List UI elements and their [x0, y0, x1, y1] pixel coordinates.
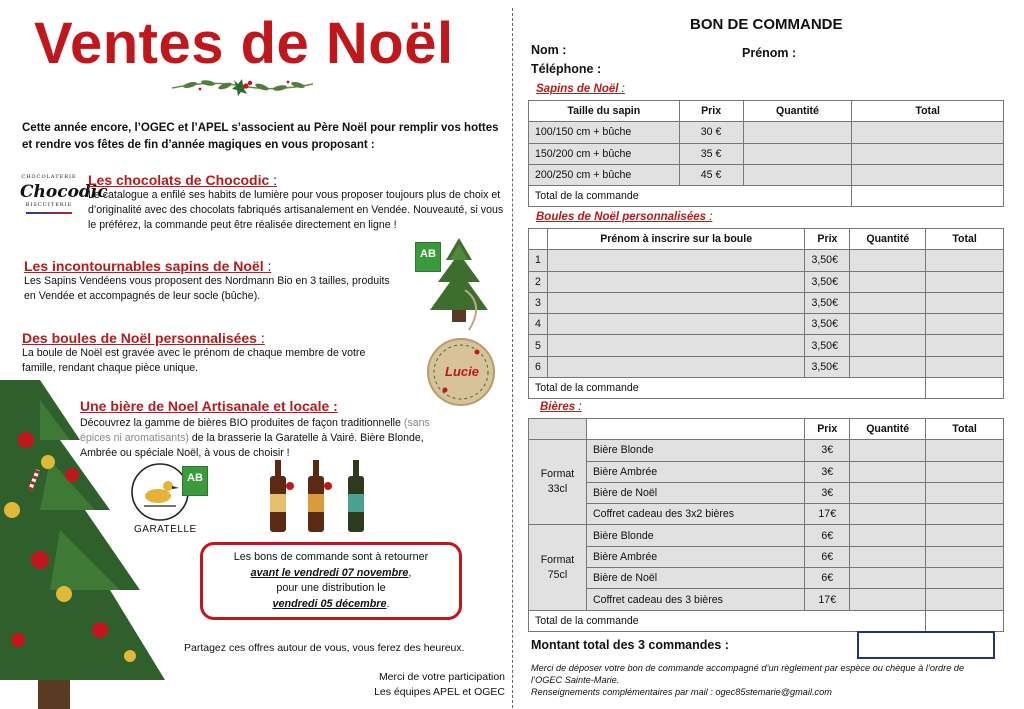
- format-33cl: [529, 440, 587, 525]
- biere-text-b: (sans épices ni aromatisants): [80, 417, 430, 444]
- table-row: [529, 504, 1004, 525]
- return-date1: avant le vendredi 07 novembre: [250, 566, 409, 579]
- row-label: Bière Ambrée: [586, 461, 804, 482]
- order-boules-title: Boules de Noël personnalisées: [536, 211, 707, 223]
- name-cell[interactable]: [547, 250, 805, 271]
- order-bieres-heading: Bières :: [540, 401, 582, 413]
- total-cell[interactable]: [852, 143, 1004, 164]
- table-row: [529, 143, 1004, 164]
- return-notice: Les bons de commande sont à retourner avant le vendredi 07 novembre, pour une distribution le vendredi 05 décembre.: [200, 542, 462, 620]
- quantity-cell[interactable]: [743, 122, 852, 143]
- format-33-line1: Format: [540, 468, 575, 481]
- quantity-cell[interactable]: [850, 589, 926, 610]
- quantity-cell[interactable]: [743, 143, 852, 164]
- total-cell[interactable]: [926, 482, 1004, 503]
- name-cell[interactable]: [547, 356, 805, 377]
- table-row: [529, 525, 1004, 546]
- badge-label: AB: [420, 248, 436, 260]
- col-header-empty: [529, 419, 587, 440]
- format-75-line2: 75cl: [547, 568, 568, 581]
- ornament-name: Lucie: [445, 364, 479, 379]
- total-cell[interactable]: [926, 250, 1004, 271]
- quantity-cell[interactable]: [850, 546, 926, 567]
- col-header: Prénom à inscrire sur la boule: [547, 229, 805, 250]
- footnote: [531, 662, 991, 698]
- footnote-line2: Renseignements complémentaires par mail : ogec85stemarie@gmail.com: [531, 687, 832, 697]
- holly-garland-icon: [170, 74, 315, 96]
- garatelle-brand: GARATELLE: [134, 524, 197, 535]
- format-33-line2: 33cl: [547, 483, 568, 496]
- table-total-row: [529, 186, 1004, 207]
- quantity-cell[interactable]: [850, 461, 926, 482]
- return-line2: pour une distribution le: [276, 582, 386, 594]
- total-cell[interactable]: [852, 164, 1004, 185]
- row-label: Bière Ambrée: [586, 546, 804, 567]
- table-row: [529, 589, 1004, 610]
- boules-title: Des boules de Noël personnalisées: [22, 330, 257, 346]
- total-cell[interactable]: [852, 122, 1004, 143]
- row-price: 3€: [805, 482, 850, 503]
- total-cell[interactable]: [926, 314, 1004, 335]
- row-price: 30 €: [679, 122, 743, 143]
- row-label: Bière de Noël: [586, 568, 804, 589]
- total-cell[interactable]: [926, 271, 1004, 292]
- sapins-heading: Les incontournables sapins de Noël :: [24, 258, 272, 274]
- thanks-block: [360, 670, 505, 700]
- sapins-order-table: [528, 100, 1004, 207]
- name-cell[interactable]: [547, 314, 805, 335]
- page-title: Ventes de Noël: [34, 11, 454, 76]
- row-price: 45 €: [679, 164, 743, 185]
- row-number: 4: [529, 314, 548, 335]
- beer-bottles-icon: [262, 456, 372, 534]
- row-price: 6€: [805, 568, 850, 589]
- row-price: 3,50€: [805, 335, 850, 356]
- biere-title: Une bière de Noel Artisanale et locale :: [80, 398, 338, 414]
- row-price: 3,50€: [805, 356, 850, 377]
- chocolats-title: Les chocolats de Chocodic: [88, 172, 270, 188]
- sapins-text: Les Sapins Vendéens vous proposent des Nordmann Bio en 3 tailles, produits en Vendée et accompagnés de leur socle (bûche).: [24, 275, 390, 302]
- total-cell[interactable]: [926, 589, 1004, 610]
- grand-total-cell[interactable]: [926, 378, 1004, 399]
- row-label: 200/250 cm + bûche: [529, 164, 680, 185]
- row-price: 17€: [805, 504, 850, 525]
- table-row: [529, 440, 1004, 461]
- row-label: Bière Blonde: [586, 440, 804, 461]
- grand-total-label: Montant total des 3 commandes :: [531, 638, 729, 652]
- total-cell[interactable]: [926, 335, 1004, 356]
- biere-text-a: Découvrez la gamme de bières BIO produites de façon traditionnelle: [80, 417, 401, 429]
- chocolats-text: Le catalogue a enfilé ses habits de lumière pour vous proposer toujours plus de choix et d’originalité avec des chocolats fabriqués artisanalement en Vendée. Nouveauté, si vous le préférez, la commande peut être réalisée directement en ligne !: [88, 189, 504, 231]
- col-header: Prix: [805, 229, 850, 250]
- grand-total-cell[interactable]: [852, 186, 1004, 207]
- grand-total-cell[interactable]: [926, 610, 1004, 631]
- row-label: Coffret cadeau des 3 bières: [586, 589, 804, 610]
- row-label: Bière Blonde: [586, 525, 804, 546]
- row-number: 1: [529, 250, 548, 271]
- col-header: Quantité: [743, 101, 852, 122]
- grand-total-input[interactable]: [857, 631, 995, 659]
- table-row: [529, 164, 1004, 185]
- row-number: 2: [529, 271, 548, 292]
- total-cell[interactable]: [926, 568, 1004, 589]
- page-divider: [512, 8, 513, 708]
- telephone-label: Téléphone :: [531, 62, 602, 76]
- table-row: [529, 482, 1004, 503]
- sapins-title: Les incontournables sapins de Noël: [24, 258, 264, 274]
- chocodic-logo-bottom: BISCUITERIE: [25, 202, 73, 208]
- row-price: 3,50€: [805, 292, 850, 313]
- row-number: 6: [529, 356, 548, 377]
- chocodic-logo-line: [26, 212, 72, 214]
- table-row: [529, 546, 1004, 567]
- name-cell[interactable]: [547, 271, 805, 292]
- col-header: Quantité: [850, 229, 926, 250]
- thanks-line2: Les équipes APEL et OGEC: [374, 686, 505, 698]
- thanks-line1: Merci de votre participation: [378, 671, 505, 683]
- col-header: Quantité: [850, 419, 926, 440]
- quantity-cell[interactable]: [850, 250, 926, 271]
- return-line1: Les bons de commande sont à retourner: [233, 551, 429, 563]
- format-75-line1: Format: [540, 553, 575, 566]
- intro-text: Cette année encore, l’OGEC et l’APEL s’associent au Père Noël pour remplir vos hottes et rendre vos fêtes de fin d’année magiques en vous proposant :: [22, 122, 499, 151]
- table-total-row: [529, 610, 1004, 631]
- return-date2: vendredi 05 décembre: [272, 597, 387, 610]
- row-price: 6€: [805, 525, 850, 546]
- organic-ab-badge-beer: [182, 466, 208, 496]
- row-number: 3: [529, 292, 548, 313]
- order-sapins-heading: Sapins de Noël :: [536, 83, 625, 95]
- biere-text-c: de la brasserie la Garatelle à Vairé. Bière Blonde, Ambrée ou spéciale Noël, à vous de choisir !: [80, 432, 424, 459]
- row-price: 3€: [805, 461, 850, 482]
- col-header: Total: [926, 229, 1004, 250]
- decorated-tree-icon: [0, 380, 165, 709]
- table-header-row: [529, 101, 1004, 122]
- row-price: 35 €: [679, 143, 743, 164]
- boules-heading: Des boules de Noël personnalisées :: [22, 330, 265, 346]
- col-header-empty: [586, 419, 804, 440]
- row-number: 5: [529, 335, 548, 356]
- quantity-cell[interactable]: [850, 525, 926, 546]
- quantity-cell[interactable]: [850, 271, 926, 292]
- chocodic-logo-name: Chocodic: [20, 182, 108, 202]
- row-price: 17€: [805, 589, 850, 610]
- quantity-cell[interactable]: [850, 440, 926, 461]
- row-label: Bière de Noël: [586, 482, 804, 503]
- chocodic-logo-top: CHOCOLATERIE: [21, 174, 77, 180]
- table-header-row: [529, 419, 1004, 440]
- total-cell[interactable]: [926, 440, 1004, 461]
- order-boules-heading: Boules de Noël personnalisées :: [536, 211, 713, 223]
- col-header: Taille du sapin: [529, 101, 680, 122]
- table-total-row: [529, 378, 1004, 399]
- prenom-label: Prénom :: [742, 46, 797, 60]
- col-header: Total: [852, 101, 1004, 122]
- table-header-row: [529, 229, 1004, 250]
- total-cell[interactable]: [926, 356, 1004, 377]
- row-label: 150/200 cm + bûche: [529, 143, 680, 164]
- badge-label-beer: AB: [187, 472, 203, 484]
- row-price: 3,50€: [805, 271, 850, 292]
- table-row: [529, 461, 1004, 482]
- quantity-cell[interactable]: [850, 314, 926, 335]
- name-cell[interactable]: [547, 335, 805, 356]
- quantity-cell[interactable]: [850, 568, 926, 589]
- total-cell[interactable]: [926, 546, 1004, 567]
- quantity-cell[interactable]: [850, 356, 926, 377]
- col-header: Prix: [679, 101, 743, 122]
- table-row: [529, 568, 1004, 589]
- quantity-cell[interactable]: [850, 482, 926, 503]
- col-header: Prix: [805, 419, 850, 440]
- chocodic-logo: [20, 170, 108, 232]
- total-label: Total de la commande: [529, 378, 926, 399]
- row-price: 3,50€: [805, 250, 850, 271]
- boules-order-table: [528, 228, 1004, 399]
- total-label: Total de la commande: [529, 610, 926, 631]
- table-row: [529, 271, 1004, 292]
- row-price: 6€: [805, 546, 850, 567]
- boules-text: La boule de Noël est gravée avec le prénom de chaque membre de votre famille, rendant chaque pièce unique.: [22, 347, 366, 374]
- table-row: [529, 292, 1004, 313]
- name-cell[interactable]: [547, 292, 805, 313]
- order-title: BON DE COMMANDE: [690, 16, 843, 33]
- share-text: Partagez ces offres autour de vous, vous ferez des heureux.: [184, 642, 465, 654]
- quantity-cell[interactable]: [743, 164, 852, 185]
- footnote-line1: Merci de déposer votre bon de commande accompagné d’un règlement par espèce ou chèque à l’ordre de l’OGEC Sainte-Marie.: [531, 663, 965, 685]
- table-row: [529, 335, 1004, 356]
- order-sapins-title: Sapins de Noël: [536, 83, 619, 95]
- quantity-cell[interactable]: [850, 504, 926, 525]
- total-cell[interactable]: [926, 504, 1004, 525]
- total-cell[interactable]: [926, 525, 1004, 546]
- col-header: Total: [926, 419, 1004, 440]
- row-label: Coffret cadeau des 3x2 bières: [586, 504, 804, 525]
- col-header: [529, 229, 548, 250]
- row-price: 3€: [805, 440, 850, 461]
- table-row: [529, 314, 1004, 335]
- bieres-order-table: [528, 418, 1004, 632]
- table-row: [529, 122, 1004, 143]
- row-price: 3,50€: [805, 314, 850, 335]
- format-75cl: [529, 525, 587, 610]
- row-label: 100/150 cm + bûche: [529, 122, 680, 143]
- nom-label: Nom :: [531, 43, 567, 57]
- ornament-icon: [425, 290, 497, 412]
- order-bieres-title: Bières: [540, 401, 576, 413]
- quantity-cell[interactable]: [850, 335, 926, 356]
- total-cell[interactable]: [926, 292, 1004, 313]
- quantity-cell[interactable]: [850, 292, 926, 313]
- chocolats-heading: Les chocolats de Chocodic :: [88, 172, 278, 188]
- table-row: [529, 356, 1004, 377]
- table-row: [529, 250, 1004, 271]
- total-label: Total de la commande: [529, 186, 852, 207]
- total-cell[interactable]: [926, 461, 1004, 482]
